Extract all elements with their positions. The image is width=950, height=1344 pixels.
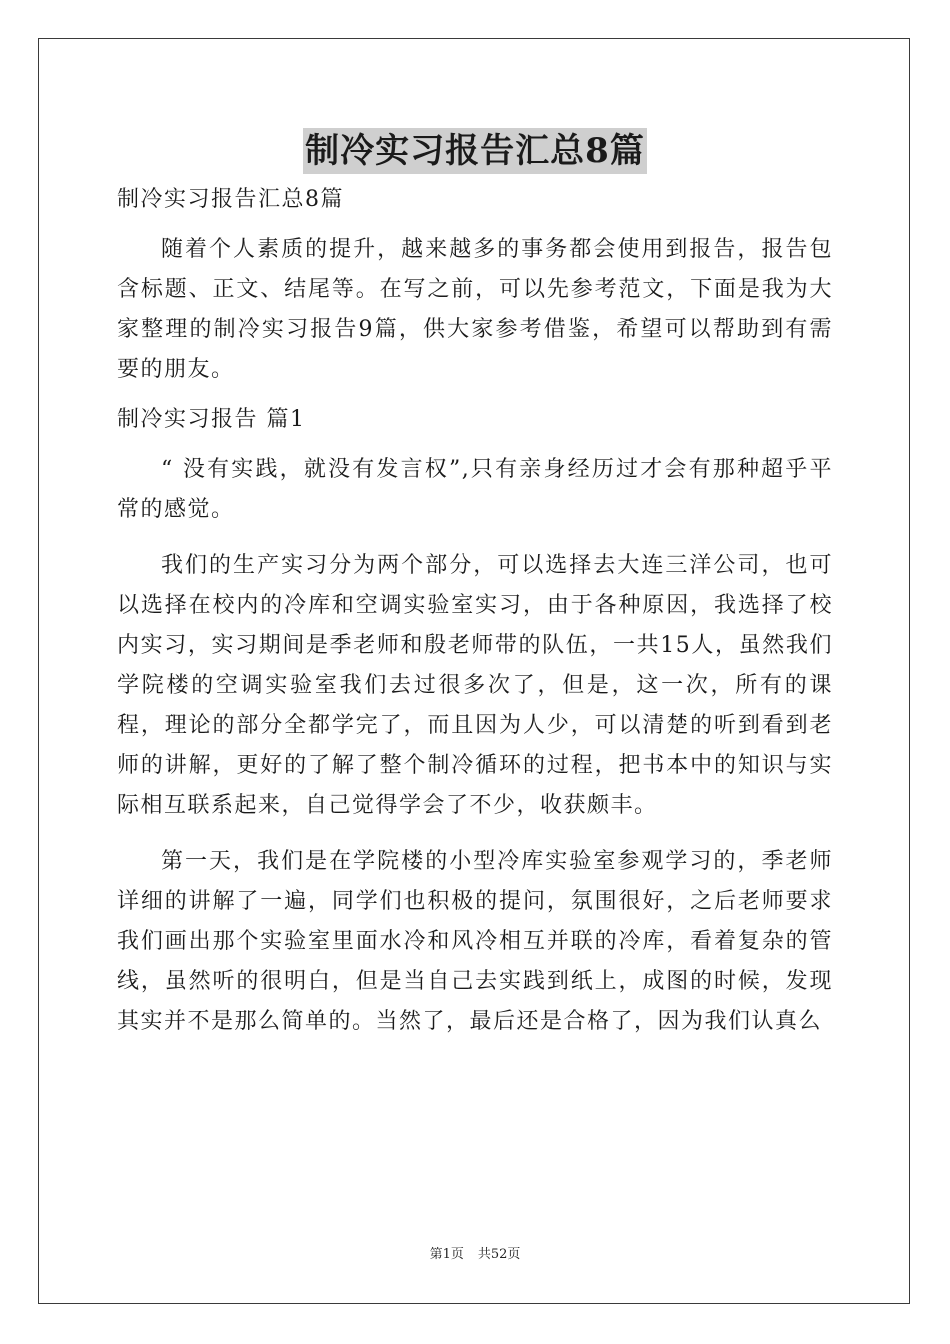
title-container xyxy=(0,128,950,174)
paragraph-intro: 随着个人素质的提升，越来越多的事务都会使用到报告，报告包含标题、正文、结尾等。在写之前，可以先参考范文，下面是我为大家整理的制冷实习报告9篇，供大家参考借鉴，希望可以帮助到有需要的朋友。 xyxy=(117,237,833,382)
document-body xyxy=(117,180,833,1042)
page-footer xyxy=(0,1246,950,1264)
page-total: 共52页 xyxy=(477,1247,521,1262)
document-subtitle: 制冷实习报告汇总8篇 xyxy=(117,187,344,212)
document-title: 制冷实习报告汇总8篇 xyxy=(303,128,647,174)
paragraph-body: 我们的生产实习分为两个部分，可以选择去大连三洋公司，也可以选择在校内的冷库和空调实验室实习，由于各种原因，我选择了校内实习，实习期间是季老师和殷老师带的队伍，一共15人，虽然我们学院楼的空调实验室我们去过很多次了，但是，这一次，所有的课程，理论的部分全都学完了，而且因为人少，可以清楚的听到看到老师的讲解，更好的了解了整个制冷循环的过程，把书本中的知识与实际相互联系起来，自己觉得学会了不少，收获颇丰。 xyxy=(117,553,833,818)
page-number: 第1页 xyxy=(429,1247,464,1262)
paragraph-body: 第一天，我们是在学院楼的小型冷库实验室参观学习的，季老师详细的讲解了一遍，同学们也积极的提问，氛围很好，之后老师要求我们画出那个实验室里面水冷和风冷相互并联的冷库，看着复杂的管线，虽然听的很明白，但是当自己去实践到纸上，成图的时候，发现其实并不是那么简单的。当然了，最后还是合格了，因为我们认真么 xyxy=(117,849,833,1034)
section-heading: 制冷实习报告 篇1 xyxy=(117,407,306,432)
paragraph-quote: “ 没有实践，就没有发言权”,只有亲身经历过才会有那种超乎平常的感觉。 xyxy=(117,457,833,522)
